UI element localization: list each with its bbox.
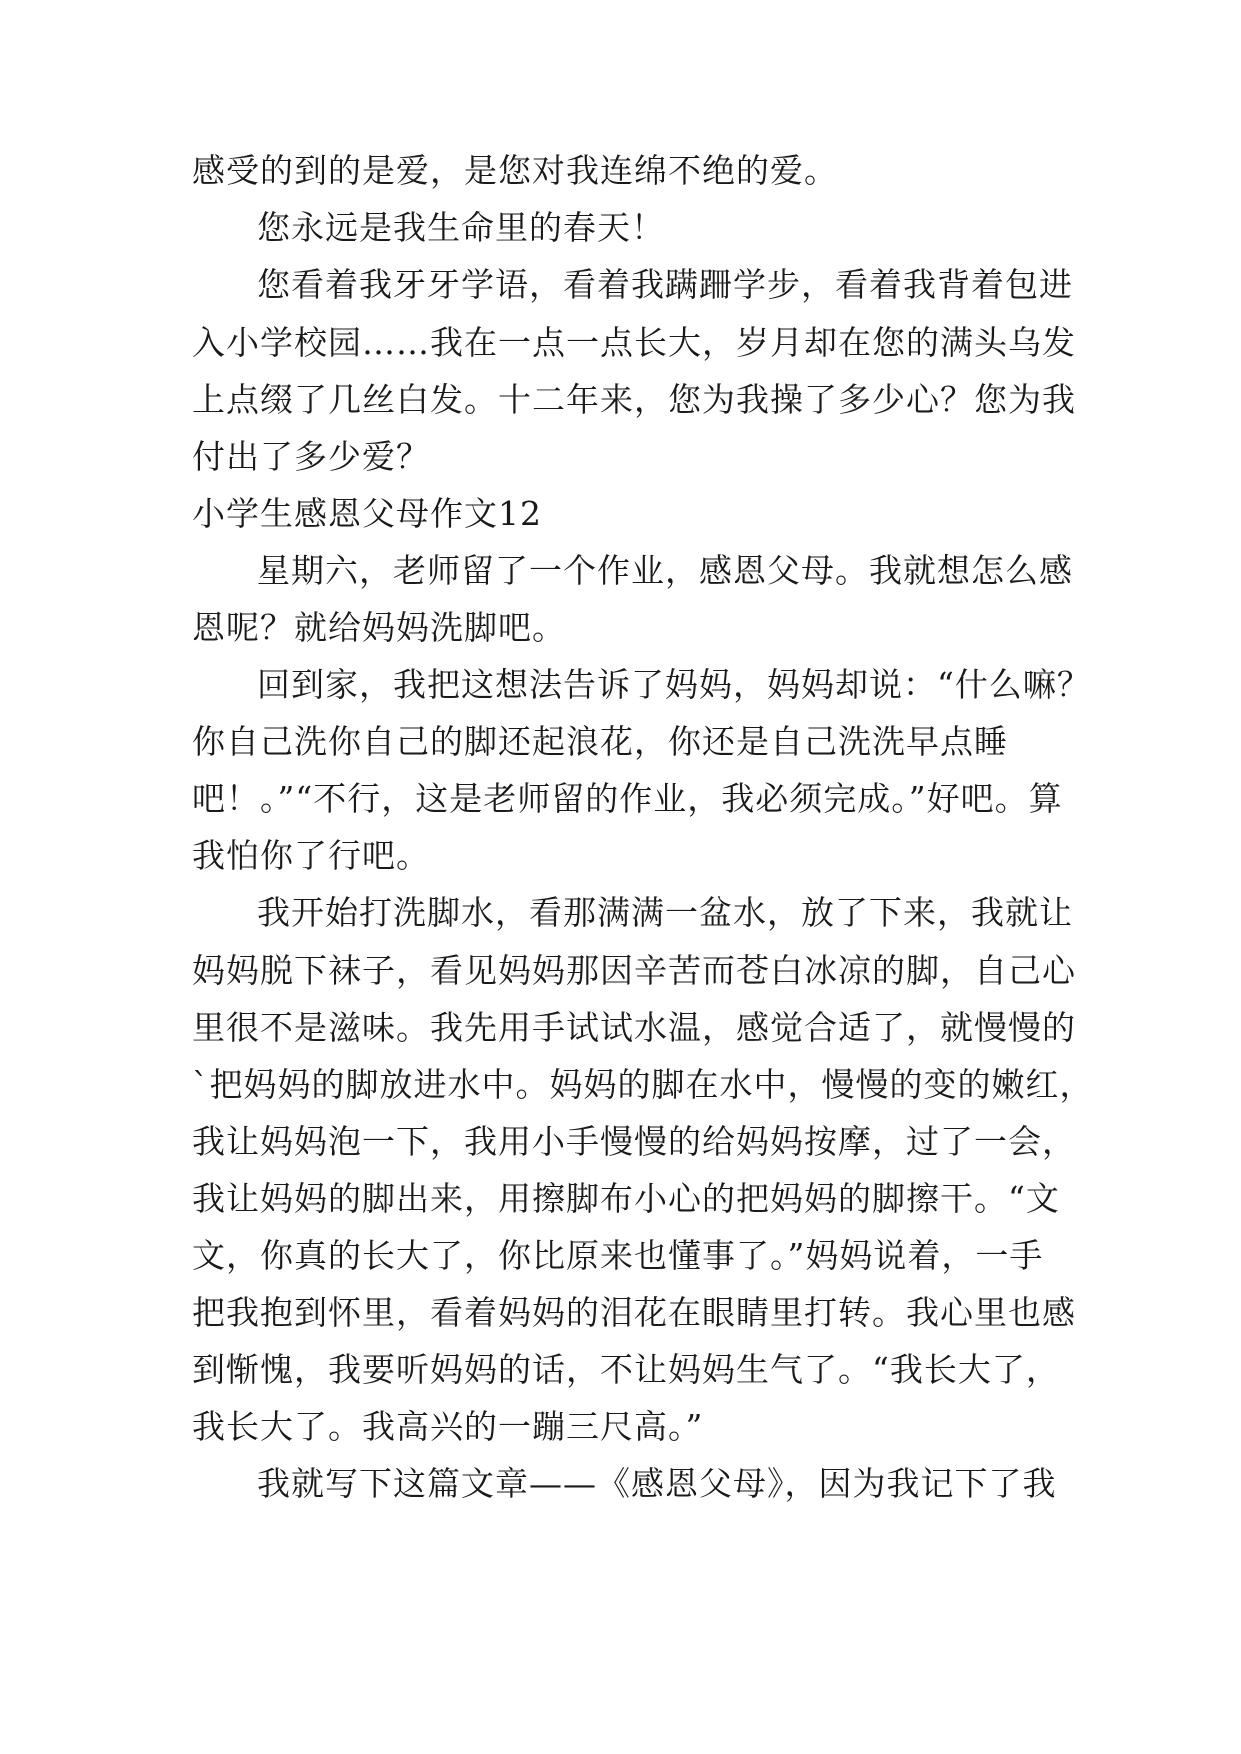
- text-line: `把妈妈的脚放进水中。妈妈的脚在水中，慢慢的变的嫩红，: [192, 1065, 1094, 1104]
- text-line: 我让妈妈的脚出来，用擦脚布小心的把妈妈的脚擦干。“文: [192, 1179, 1060, 1218]
- text-line: 妈妈脱下袜子，看见妈妈那因辛苦而苍白冰凉的脚，自己心: [192, 951, 1076, 990]
- text-line: 我怕你了行吧。: [192, 836, 430, 875]
- text-line: 付出了多少爱？: [192, 437, 430, 476]
- section-heading: 小学生感恩父母作文12: [192, 494, 542, 533]
- text-line: 入小学校园……我在一点一点长大，岁月却在您的满头乌发: [192, 323, 1076, 362]
- text-line: 感受的到的是爱，是您对我连绵不绝的爱。: [192, 151, 838, 190]
- text-line: 文，你真的长大了，你比原来也懂事了。”妈妈说着，一手: [192, 1236, 1044, 1275]
- text-line: 星期六，老师留了一个作业，感恩父母。我就想怎么感: [257, 551, 1073, 590]
- text-line: 你自己洗你自己的脚还起浪花，你还是自己洗洗早点睡: [192, 722, 1008, 761]
- text-line: 我开始打洗脚水，看那满满一盆水，放了下来，我就让: [257, 893, 1073, 932]
- text-line: 回到家，我把这想法告诉了妈妈，妈妈却说：“什么嘛？: [257, 665, 1091, 704]
- text-line: 上点缀了几丝白发。十二年来，您为我操了多少心？您为我: [192, 380, 1076, 419]
- text-line: 吧！。”“不行，这是老师留的作业，我必须完成。”好吧。算: [192, 779, 1063, 818]
- text-line: 我长大了。我高兴的一蹦三尺高。”: [192, 1407, 704, 1446]
- text-line: 到惭愧，我要听妈妈的话，不让妈妈生气了。“我长大了，: [192, 1350, 1060, 1389]
- text-line: 里很不是滋味。我先用手试试水温，感觉合适了，就慢慢的: [192, 1008, 1076, 1047]
- text-line: 您永远是我生命里的春天！: [257, 208, 665, 247]
- text-line: 把我抱到怀里，看着妈妈的泪花在眼睛里打转。我心里也感: [192, 1293, 1076, 1332]
- text-line: 我让妈妈泡一下，我用小手慢慢的给妈妈按摩，过了一会，: [192, 1122, 1076, 1161]
- text-line: 我就写下这篇文章——《感恩父母》，因为我记下了我: [257, 1464, 1057, 1503]
- text-line: 恩呢？就给妈妈洗脚吧。: [192, 608, 566, 647]
- text-line: 您看着我牙牙学语，看着我蹒跚学步，看着我背着包进: [257, 265, 1073, 304]
